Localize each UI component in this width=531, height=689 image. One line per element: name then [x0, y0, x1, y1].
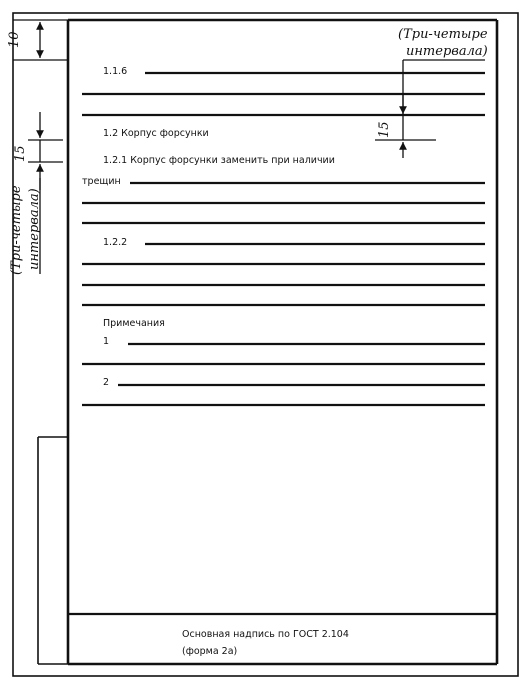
right-note-line1: (Три-четыре — [398, 27, 488, 42]
left-note-line2: интервала) — [27, 188, 42, 270]
ruled-lines — [82, 73, 485, 405]
title-block-line2: (форма 2а) — [182, 646, 238, 657]
dim-left-15 — [28, 112, 63, 190]
dim-label-top: 10 — [7, 31, 22, 48]
title-block-line1: Основная надпись по ГОСТ 2.104 — [182, 629, 349, 640]
item-1-2-1: 1.2.1 Корпус форсунки заменить при наличии — [103, 155, 335, 166]
right-note-line2: интервала) — [406, 44, 488, 59]
binding-margin-block — [38, 437, 68, 664]
note-1-number: 1 — [103, 336, 110, 347]
item-1-2-heading: 1.2 Корпус форсунки — [103, 128, 209, 139]
word-cracks: трещин — [82, 176, 121, 187]
dim-right-15 — [375, 60, 485, 158]
notes-heading: Примечания — [103, 318, 165, 329]
left-note-line1: (Три-четыре — [9, 185, 24, 275]
dim-label-right: 15 — [377, 121, 392, 138]
dim-label-left: 15 — [13, 145, 28, 162]
item-1-1-6: 1.1.6 — [103, 66, 128, 77]
note-2-number: 2 — [103, 377, 110, 388]
inner-border — [68, 20, 497, 664]
item-1-2-2: 1.2.2 — [103, 237, 128, 248]
